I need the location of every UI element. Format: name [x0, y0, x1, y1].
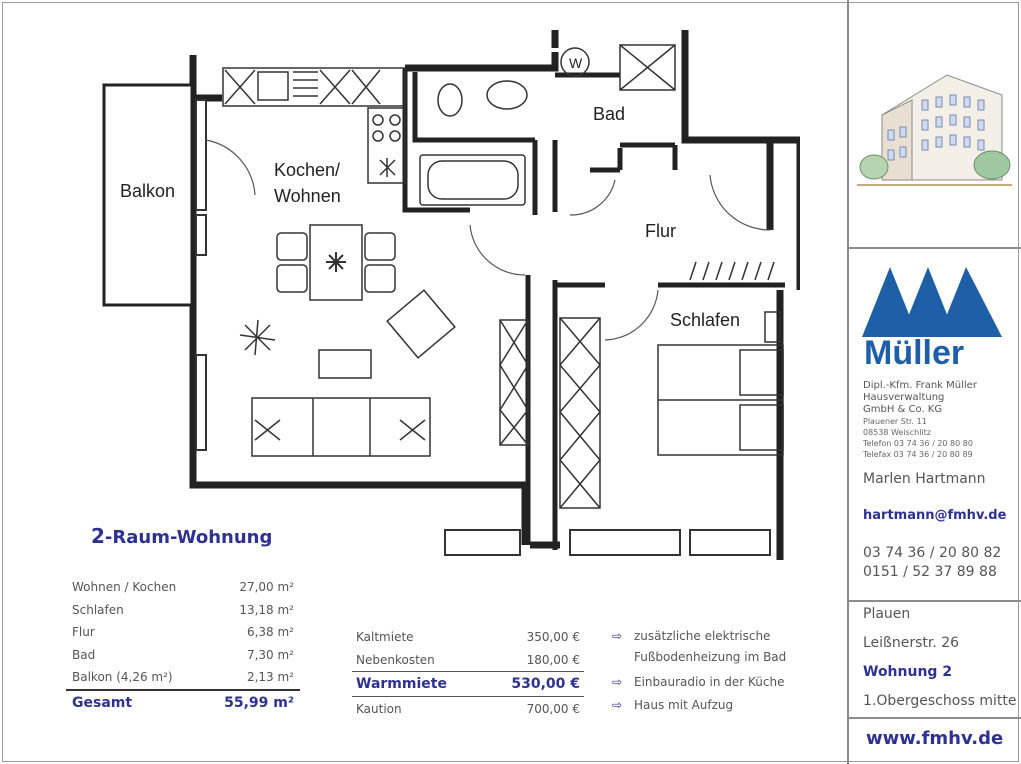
- area-value: 7,30 m²: [246, 647, 294, 662]
- room-bedroom-label: Schlafen: [670, 310, 741, 330]
- logo-text: Müller: [864, 334, 965, 370]
- area-value: 6,38 m²: [246, 625, 294, 640]
- location-unit: Wohnung 2: [863, 664, 953, 680]
- apartment-title: [91, 524, 272, 548]
- divider-1: [848, 247, 1021, 249]
- cost-warm-row: [352, 672, 584, 697]
- feature-item: [612, 695, 733, 716]
- area-name: Flur: [72, 625, 95, 640]
- total-value: 55,99 m²: [208, 690, 300, 715]
- company-fax: Telefax 03 74 36 / 20 80 89: [863, 450, 973, 459]
- feature-item: [612, 626, 786, 668]
- room-bath-label: Bad: [593, 104, 626, 124]
- cost-value: 350,00 €: [526, 629, 580, 644]
- feature-text: Haus mit Aufzug: [634, 698, 734, 712]
- contact-name: Marlen Hartmann: [863, 471, 986, 487]
- divider-2: [848, 600, 1021, 602]
- area-name: Bad: [72, 647, 96, 662]
- cost-value: 530,00 €: [500, 672, 584, 697]
- area-name: Balkon (4,26 m²): [72, 670, 173, 685]
- cost-name: Kaution: [356, 701, 402, 716]
- feature-item: [612, 672, 784, 693]
- company-line: Hausverwaltung: [863, 392, 945, 403]
- floor-plan: [100, 22, 800, 582]
- location-street: Leißnerstr. 26: [863, 635, 960, 651]
- area-value: 13,18 m²: [239, 602, 294, 617]
- area-row: [66, 644, 300, 667]
- cost-name: Warmmiete: [352, 672, 500, 697]
- area-row: [66, 621, 300, 644]
- location-city: Plauen: [863, 606, 911, 622]
- area-name: Wohnen / Kochen: [72, 580, 177, 595]
- cost-row: [352, 697, 584, 721]
- area-total-row: [66, 690, 300, 715]
- feature-text: zusätzliche elektrische: [634, 629, 771, 643]
- company-tel: Telefon 03 74 36 / 20 80 80: [863, 439, 973, 448]
- cost-row: [352, 625, 584, 648]
- room-balcony-label: Balkon: [120, 181, 176, 201]
- company-street: Plauener Str. 11: [863, 417, 927, 426]
- feature-text: Einbauradio in der Küche: [634, 675, 785, 689]
- total-name: Gesamt: [66, 690, 208, 715]
- room-hall-label: Flur: [645, 221, 676, 241]
- title-text: -Raum-Wohnung: [104, 527, 273, 548]
- sidebar-divider: [847, 0, 849, 764]
- company-line: Dipl.-Kfm. Frank Müller: [863, 380, 977, 391]
- room-kitchen-label-2: Wohnen: [274, 186, 341, 206]
- cost-name: Nebenkosten: [356, 652, 435, 667]
- arrow-right-icon: ⇨: [612, 698, 623, 712]
- contact-email-link[interactable]: hartmann@fmhv.de: [863, 508, 1007, 523]
- location-floor: 1.Obergeschoss mitte: [863, 693, 1017, 709]
- divider-3: [848, 717, 1021, 719]
- title-prefix: 2: [91, 524, 105, 548]
- cost-value: 700,00 €: [526, 701, 580, 716]
- building-sketch: [852, 55, 1017, 195]
- area-row: [66, 599, 300, 622]
- contact-phone: 03 74 36 / 20 80 82: [863, 545, 1002, 561]
- company-city: 08538 Weischlitz: [863, 428, 931, 437]
- company-line: GmbH & Co. KG: [863, 404, 943, 415]
- area-row: [66, 666, 300, 690]
- contact-phones: [863, 544, 1001, 582]
- cost-row: [352, 648, 584, 672]
- cost-table: [352, 625, 584, 720]
- feature-text: Fußbodenheizung im Bad: [634, 650, 787, 664]
- company-logo: [862, 262, 1008, 370]
- area-table: [66, 576, 300, 715]
- website-link[interactable]: www.fmhv.de: [866, 728, 1004, 749]
- area-value: 27,00 m²: [239, 580, 294, 595]
- cost-name: Kaltmiete: [356, 629, 414, 644]
- cost-value: 180,00 €: [526, 652, 580, 667]
- area-row: [66, 576, 300, 599]
- room-kitchen-label-1: Kochen/: [274, 160, 341, 180]
- arrow-right-icon: ⇨: [612, 629, 623, 643]
- company-info: [863, 380, 977, 460]
- arrow-right-icon: ⇨: [612, 675, 623, 689]
- washer-label: W: [569, 55, 583, 71]
- contact-mobile: 0151 / 52 37 89 88: [863, 564, 997, 580]
- area-name: Schlafen: [72, 602, 124, 617]
- area-value: 2,13 m²: [246, 670, 294, 685]
